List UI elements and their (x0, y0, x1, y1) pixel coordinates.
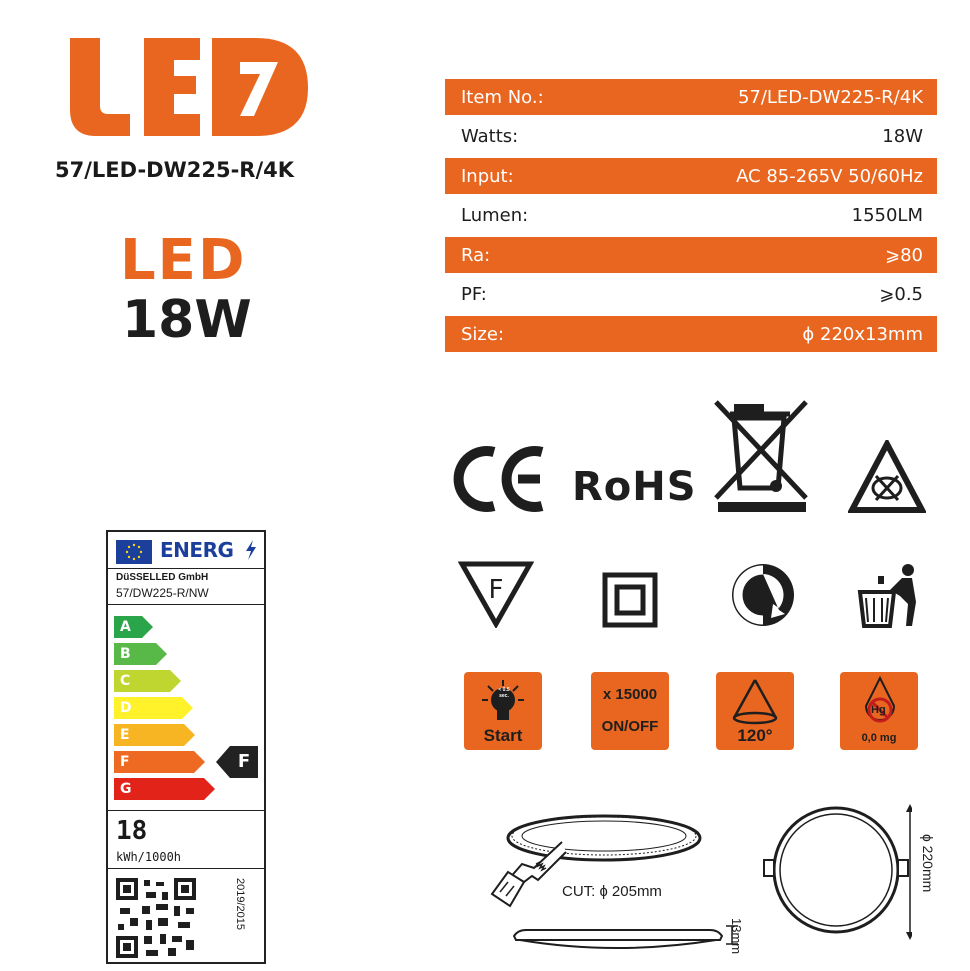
spec-label: Lumen: (461, 204, 529, 226)
lamp-start-icon (480, 678, 526, 722)
beam-cone-icon (730, 678, 780, 726)
spec-row-lumen (445, 197, 937, 233)
mercury-value: 0,0 mg (861, 732, 897, 744)
spec-label: PF: (461, 283, 487, 305)
spec-value: 18W (882, 125, 923, 147)
led-logo (66, 36, 312, 140)
spec-row-pf (445, 276, 937, 312)
start-time-tile (464, 672, 542, 750)
weee-crossed-bin-icon (710, 398, 812, 514)
spec-value: 57/LED-DW225-R/4K (737, 86, 923, 108)
energy-class-f: F (114, 751, 194, 773)
energy-consumption: 18 (116, 816, 148, 846)
spec-value: ⩾0.5 (879, 283, 923, 305)
product-power: 18W (122, 290, 252, 350)
cut-dimension: CUT: ɸ 205mm (562, 883, 662, 900)
spec-value: ⩾80 (885, 244, 923, 266)
energy-rating-badge: F (230, 746, 258, 778)
mercury-free-tile (840, 672, 918, 750)
rohs-icon: RoHS (572, 464, 697, 510)
eu-flag-icon (116, 540, 152, 564)
switching-cycles-tile (591, 672, 669, 750)
spec-label: Watts: (461, 125, 519, 147)
spec-label: Input: (461, 165, 514, 187)
spec-value: 1550LM (851, 204, 923, 226)
panel-front-drawing (762, 800, 912, 946)
spec-row-item-no (445, 79, 937, 115)
mercury-symbol: Hg (871, 704, 886, 716)
switching-cycles-label: ON/OFF (601, 718, 659, 735)
energy-class-g: G (114, 778, 204, 800)
ce-mark-icon (452, 444, 552, 514)
energy-label (106, 530, 266, 964)
energy-consumption-unit: kWh/1000h (116, 850, 182, 864)
energy-class-c: C (114, 670, 170, 692)
mercury-drop-icon (860, 676, 900, 726)
f-mark-icon (458, 560, 534, 628)
diameter-dimension: ɸ 220mm (920, 834, 936, 893)
lightning-icon (244, 540, 258, 560)
energy-class-b: B (114, 643, 156, 665)
class-ii-double-square-icon (602, 572, 658, 628)
energy-class-e: E (114, 724, 184, 746)
spec-value: ɸ 220x13mm (802, 323, 923, 345)
spec-row-ra (445, 237, 937, 273)
energy-label-title: ENERG (160, 538, 234, 562)
spec-row-size (445, 316, 937, 352)
product-type: LED (120, 228, 247, 293)
start-time-value: < 0.5 sec. (498, 687, 510, 699)
spec-row-input (445, 158, 937, 194)
panel-side-drawing (510, 918, 746, 964)
spec-row-watts (445, 118, 937, 154)
green-dot-recycle-icon (730, 562, 796, 628)
spec-label: Item No.: (461, 86, 544, 108)
beam-angle-value: 120° (737, 726, 773, 745)
f-mark-letter: F (488, 575, 504, 605)
qr-code-icon (116, 878, 196, 958)
spec-label: Ra: (461, 244, 491, 266)
switching-cycles-count: x 15000 (602, 686, 658, 703)
height-dimension: 13mm (729, 918, 744, 955)
supplier-name: DüSSELLED GmbH (116, 572, 209, 583)
beam-angle-tile (716, 672, 794, 750)
led-logo-text: LED (66, 36, 68, 37)
energy-class-d: D (114, 697, 182, 719)
no-direct-cover-warning-icon (848, 440, 926, 514)
tidyman-dispose-icon (856, 562, 920, 628)
energy-class-a: A (114, 616, 142, 638)
start-label: Start (483, 726, 523, 745)
spec-value: AC 85-265V 50/60Hz (736, 165, 923, 187)
regulation-number: 2019/2015 (234, 878, 246, 930)
energy-model: 57/DW225-R/NW (116, 586, 209, 600)
spec-label: Size: (461, 323, 505, 345)
model-number: 57/LED-DW225-R/4K (55, 158, 295, 182)
